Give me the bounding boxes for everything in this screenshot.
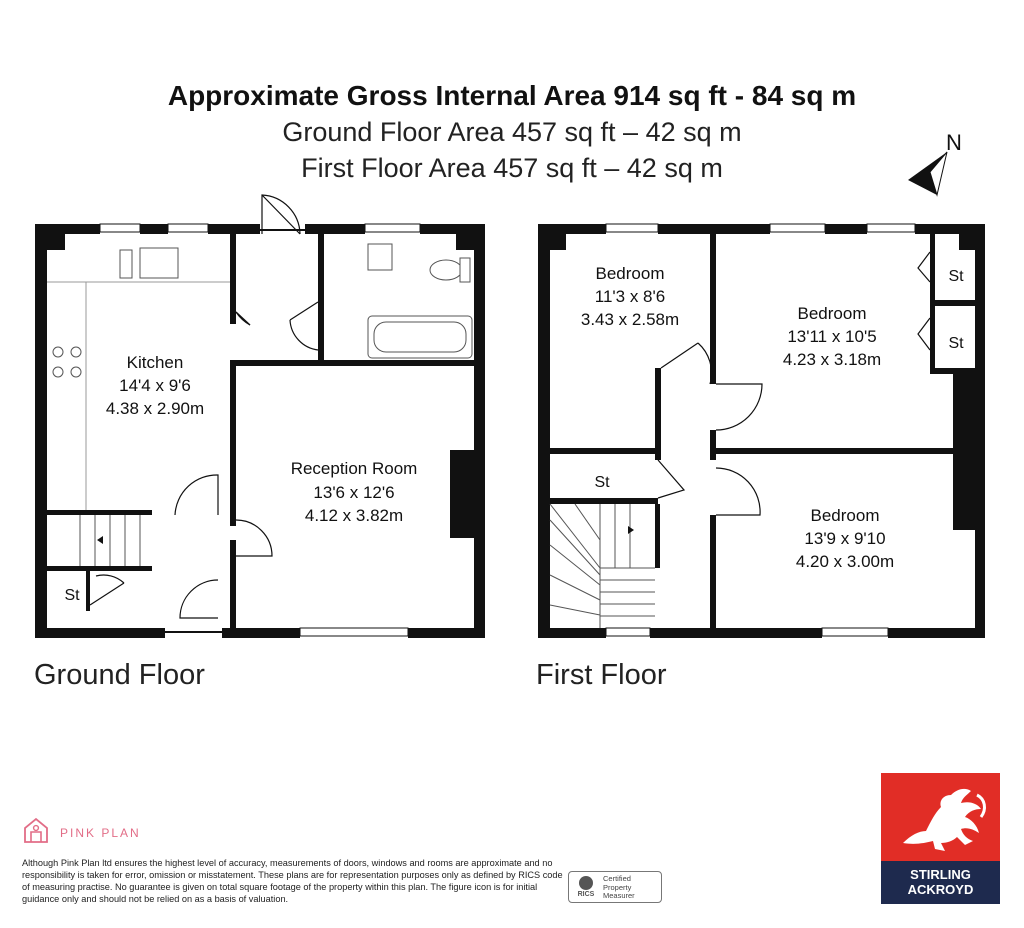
bedroom1-imperial: 11'3 x 8'6	[594, 287, 666, 306]
first-floor-plan	[538, 224, 985, 638]
bedroom2-metric: 4.23 x 3.18m	[782, 350, 882, 369]
bedroom1-metric: 3.43 x 2.58m	[580, 310, 680, 329]
ground-floor-area-subtitle: Ground Floor Area 457 sq ft – 42 sq m	[282, 117, 742, 147]
bedroom1-name: Bedroom	[595, 264, 665, 283]
first-store-c-label: St	[594, 474, 610, 491]
kitchen-metric: 4.38 x 2.90m	[105, 399, 205, 418]
bedroom3-name: Bedroom	[810, 506, 880, 525]
reception-metric: 4.12 x 3.82m	[304, 506, 404, 525]
first-store-a-label: St	[948, 268, 964, 285]
rics-certified-badge	[568, 871, 662, 903]
rics-logo-text: RICS	[577, 891, 595, 898]
north-compass-icon	[908, 130, 962, 195]
griffin-emblem-icon	[881, 773, 1000, 861]
ground-floor-plan	[35, 195, 485, 638]
compass-label: N	[946, 130, 962, 155]
disclaimer-text: Although Pink Plan ltd ensures the highest level of accuracy, measurements of doors, windows and rooms are approximate and no responsibility is taken for error, omission or misstatement. These plans are for representation purposes only as defined by RICS code of measuring practise. No guarantee is given on total square footage of the property within this plan. The figure icon is for initial guidance only and should not be relied on as a basis of valuation.	[22, 858, 563, 904]
kitchen-name: Kitchen	[126, 353, 184, 372]
ground-floor-label: Ground Floor	[34, 659, 205, 691]
bedroom2-name: Bedroom	[797, 304, 867, 323]
bedroom3-imperial: 13'9 x 9'10	[804, 529, 886, 548]
first-floor-label: First Floor	[536, 659, 667, 691]
pink-plan-brand: PINK PLAN	[60, 826, 141, 840]
reception-imperial: 13'6 x 12'6	[313, 483, 395, 502]
brand-line-1: STIRLING	[910, 867, 971, 882]
first-floor-area-subtitle: First Floor Area 457 sq ft – 42 sq m	[301, 153, 723, 183]
bedroom3-metric: 4.20 x 3.00m	[795, 552, 895, 571]
pink-plan-logo-icon	[22, 816, 56, 844]
kitchen-imperial: 14'4 x 9'6	[119, 376, 191, 395]
brand-line-2: ACKROYD	[907, 882, 974, 897]
gross-internal-area-title: Approximate Gross Internal Area 914 sq ft - 84 sq m	[167, 80, 857, 111]
stirling-ackroyd-logo	[881, 773, 1000, 904]
bedroom2-imperial: 13'11 x 10'5	[787, 327, 877, 346]
rics-logo-icon	[573, 876, 599, 898]
first-store-b-label: St	[948, 335, 964, 352]
reception-name: Reception Room	[290, 459, 418, 478]
rics-badge-text: Certified Property Measurer	[603, 874, 635, 900]
ground-store-label: St	[64, 587, 80, 604]
